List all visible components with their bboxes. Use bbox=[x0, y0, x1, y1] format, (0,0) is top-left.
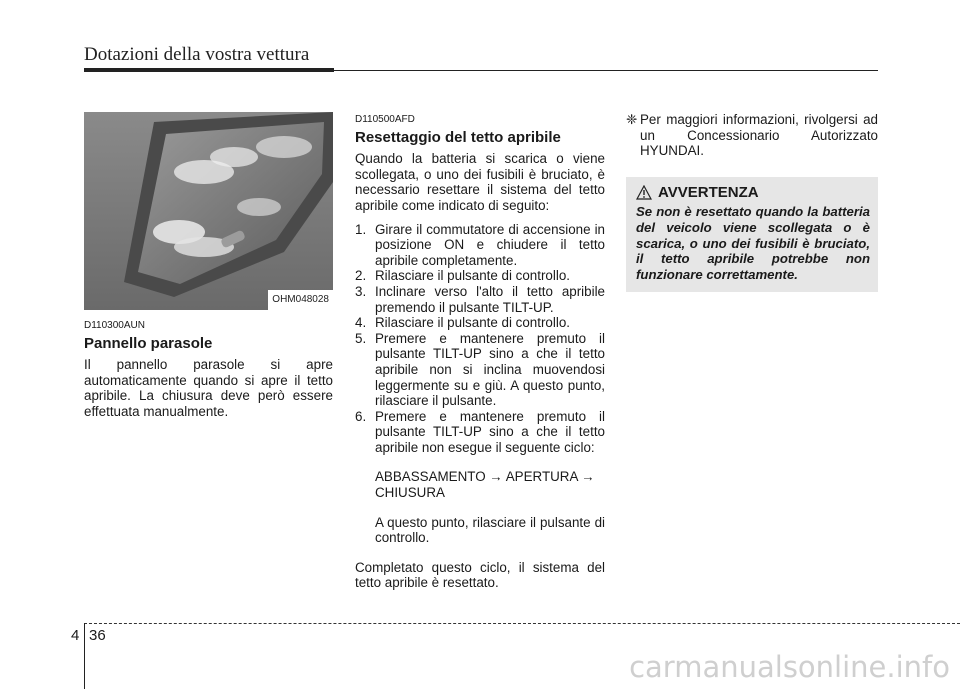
step-number: 1. bbox=[355, 221, 367, 237]
list-item bbox=[355, 331, 605, 409]
page-header-title: Dotazioni della vostra vettura bbox=[84, 44, 310, 65]
left-column bbox=[84, 112, 333, 420]
image-code: OHM048028 bbox=[268, 290, 333, 310]
warning-header bbox=[636, 185, 870, 201]
section-heading: Pannello parasole bbox=[84, 334, 213, 352]
section-number: 4 bbox=[71, 627, 80, 644]
info-note bbox=[626, 112, 878, 159]
step-text: Premere e mantenere premuto il pulsante TILT-UP sino a che il tetto apribile non si inclina muovendosi leggermente su e giù. A questo punto, rilasciare il pulsante. bbox=[375, 330, 605, 409]
step-text: Girare il commutatore di accensione in posizione ON e chiudere il tetto apribile completamente. bbox=[375, 221, 605, 268]
cycle-after-text: A questo punto, rilasciare il pulsante di controllo. bbox=[375, 514, 605, 546]
header-bar bbox=[84, 68, 334, 72]
intro-paragraph: Quando la batteria si scarica o viene scollegata, o uno dei fusibili è bruciato, è necessario resettare il sistema del tetto apribile come indicato di seguito: bbox=[355, 151, 605, 213]
footer-dashed-rule bbox=[84, 623, 960, 624]
note-symbol-icon: ❈ bbox=[626, 112, 638, 127]
right-column bbox=[626, 112, 878, 292]
warning-text: Se non è resettato quando la batteria del veicolo viene scollegata o è scarica, o uno dei fusibili è bruciato, il tetto apribile potrebbe non funzionare correttamente. bbox=[636, 204, 870, 282]
list-item bbox=[355, 222, 605, 269]
warning-title: AVVERTENZA bbox=[658, 183, 759, 201]
warning-box bbox=[626, 177, 878, 293]
warning-triangle-icon bbox=[636, 185, 652, 200]
step-number: 3. bbox=[355, 283, 367, 299]
watermark: carmanualsonline.info bbox=[629, 650, 950, 684]
page-number: 36 bbox=[89, 627, 106, 644]
step-number: 6. bbox=[355, 408, 367, 424]
section-code: D110500AFD bbox=[355, 114, 415, 125]
list-item bbox=[355, 315, 605, 331]
sunroof-photo bbox=[84, 112, 333, 310]
step-text: Rilasciare il pulsante di controllo. bbox=[375, 268, 571, 284]
cycle-sequence: ABBASSAMENTO → APERTURA → CHIUSURA bbox=[375, 469, 595, 501]
sunroof-illustration bbox=[84, 112, 333, 310]
section-heading: Resettaggio del tetto apribile bbox=[355, 128, 561, 146]
section-paragraph: Il pannello parasole si apre automaticamente quando si apre il tetto apribile. La chiusura deve però essere effettuata manualmente. bbox=[84, 357, 333, 419]
list-item bbox=[355, 284, 605, 315]
header-rule bbox=[334, 70, 878, 71]
closing-paragraph: Completato questo ciclo, il sistema del tetto apribile è resettato. bbox=[355, 559, 605, 591]
step-text: Inclinare verso l'alto il tetto apribile premendo il pulsante TILT-UP. bbox=[375, 283, 605, 315]
list-item bbox=[355, 409, 605, 456]
note-text: Per maggiori informazioni, rivolgersi ad un Concessionario Autorizzato HYUNDAI. bbox=[640, 112, 878, 159]
step-number: 2. bbox=[355, 268, 367, 284]
section-code: D110300AUN bbox=[84, 320, 145, 331]
step-text: Premere e mantenere premuto il pulsante TILT-UP sino a che il tetto apribile non esegue il seguente ciclo: bbox=[375, 408, 605, 455]
step-number: 4. bbox=[355, 315, 367, 331]
step-text: Rilasciare il pulsante di controllo. bbox=[375, 315, 571, 331]
step-number: 5. bbox=[355, 330, 367, 346]
footer-divider bbox=[84, 623, 85, 689]
middle-column bbox=[355, 112, 605, 591]
list-item bbox=[355, 268, 605, 284]
